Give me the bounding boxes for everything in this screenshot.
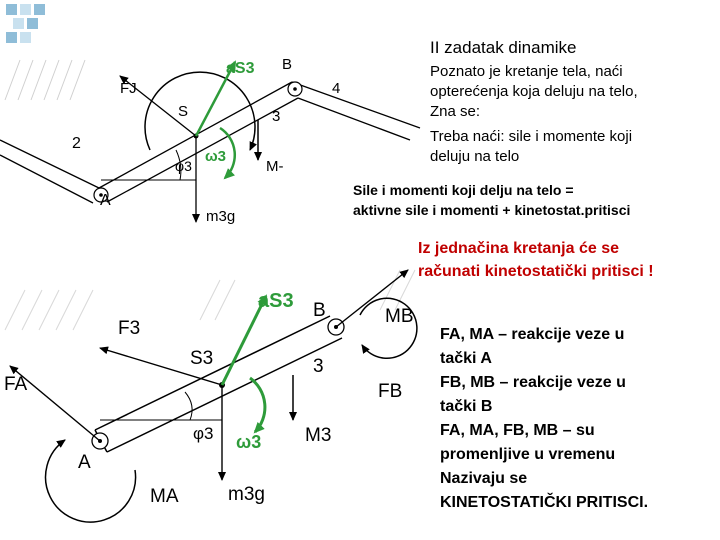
bottom-label-phi: φ3 [193, 424, 214, 443]
bottom-label-A: A [78, 452, 91, 473]
top-label-omega: ω3 [205, 148, 227, 165]
bottom-omega-arc [250, 378, 265, 432]
top-label-4: 4 [332, 80, 341, 97]
bottom-line-1: FA, MA – reakcije veze u [440, 326, 625, 343]
bottom-label-aS3: aS3 [258, 290, 294, 312]
text-iz-2: računati kinetostatički pritisci ! [418, 263, 654, 280]
bottom-line-6: promenljive u vremenu [440, 446, 616, 463]
top-label-B: B [282, 56, 293, 73]
top-ground-hatch [5, 60, 85, 100]
top-link-2 [0, 140, 99, 203]
bottom-label-MB: MB [385, 306, 414, 327]
top-label-M: M- [266, 158, 284, 175]
bottom-line-8: KINETOSTATIČKI PRITISCI. [440, 494, 649, 511]
bottom-line-4: tački B [440, 398, 493, 415]
bottom-line-7: Nazivaju se [440, 470, 528, 487]
bottom-label-mg: m3g [228, 484, 265, 505]
text-iz-1: Iz jednačina kretanja će se [418, 240, 619, 257]
top-label-S: S [178, 103, 189, 120]
top-label-3: 3 [272, 108, 281, 125]
bottom-label-M3: M3 [305, 425, 332, 446]
page-title: II zadatak dinamike [430, 38, 577, 57]
bottom-label-MA: MA [150, 486, 179, 507]
bottom-label-B: B [313, 300, 326, 321]
text-line-3: Zna se: [430, 103, 481, 120]
top-label-aS3: aS3 [226, 60, 255, 77]
bottom-line-5: FA, MA, FB, MB – su [440, 422, 595, 439]
bottom-label-omega: ω3 [236, 432, 262, 452]
bottom-line-2: tački A [440, 350, 492, 367]
text-sile-1: Sile i momenti koji delju na telo = [353, 182, 574, 198]
bottom-line-3: FB, MB – reakcije veze u [440, 374, 626, 391]
text-sile-2: aktivne sile i momenti + kinetostat.pritisci [353, 202, 631, 218]
bottom-angle-arc [185, 392, 192, 420]
bottom-label-3: 3 [313, 356, 324, 377]
top-link-4 [292, 82, 420, 140]
bottom-label-FA: FA [4, 374, 28, 395]
top-label-phi: φ3 [175, 158, 192, 174]
top-label-FJ: FJ [120, 80, 137, 97]
top-label-mg: m3g [206, 208, 236, 225]
top-label-2: 2 [72, 135, 81, 152]
bottom-label-S3: S3 [190, 348, 214, 369]
text-line-2: opterećenja koja deluju na telo, [430, 83, 638, 100]
text-line-1: Poznato je kretanje tela, naći [430, 63, 623, 80]
top-label-A: A [100, 192, 111, 209]
text-line-4: Treba naći: sile i momente koji [430, 128, 633, 145]
bottom-label-FB: FB [378, 381, 403, 402]
top-body-3 [99, 82, 298, 202]
text-line-5: deluju na telo [430, 148, 520, 165]
bottom-label-F3: F3 [118, 318, 141, 339]
bottom-ground-hatch [5, 270, 415, 330]
